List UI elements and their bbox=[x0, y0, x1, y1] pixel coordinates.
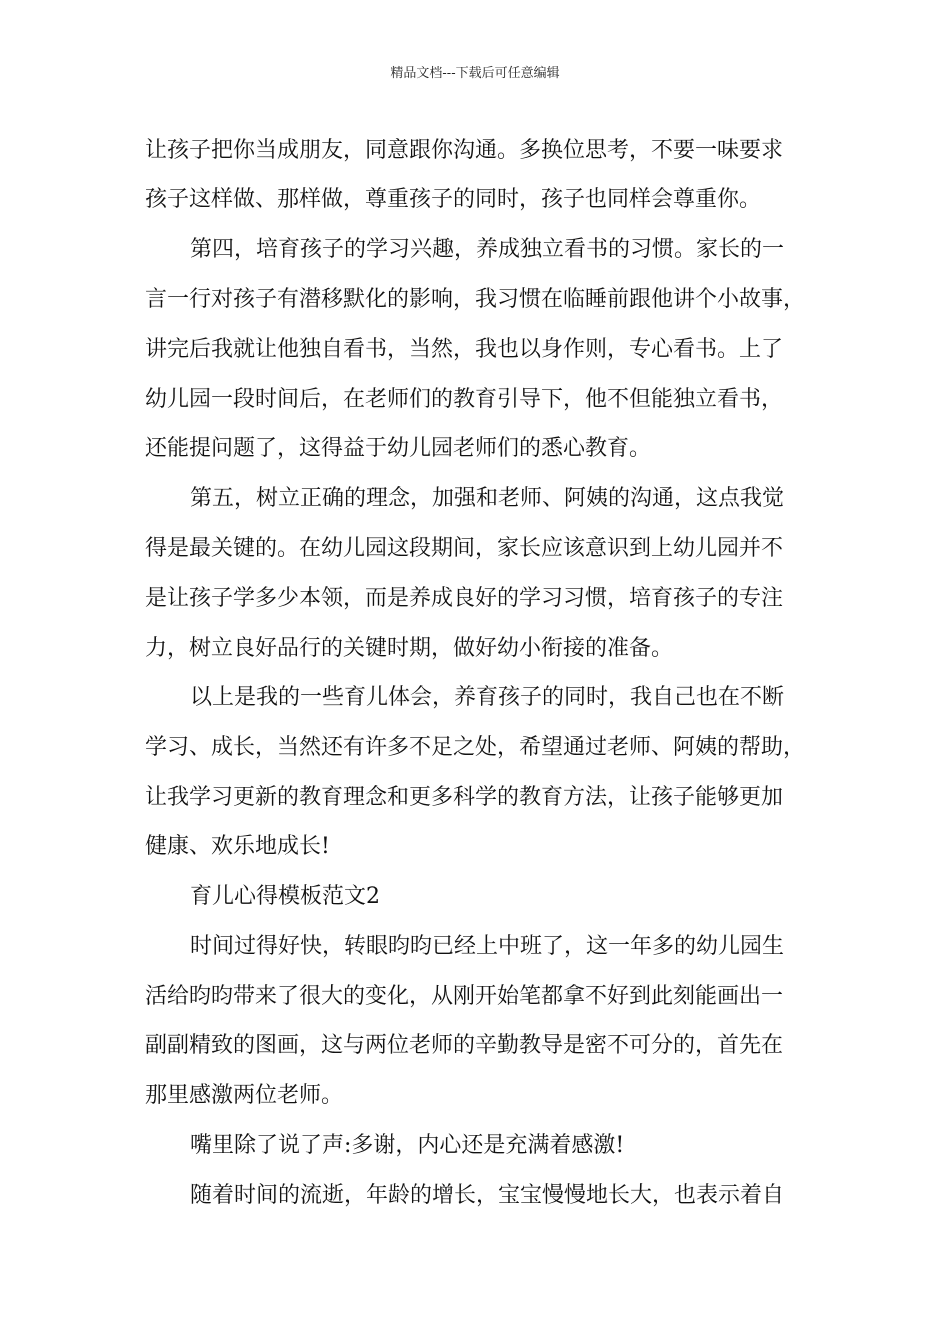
paragraph-line: 幼儿园一段时间后，在老师们的教育引导下，他不但能独立看书， bbox=[145, 387, 784, 412]
paragraph-line: 讲完后我就让他独自看书，当然，我也以身作则，专心看书。上了 bbox=[145, 337, 784, 362]
page-header: 精品文档---下载后可任意编辑 bbox=[390, 66, 560, 81]
paragraph-line: 第五，树立正确的理念，加强和老师、阿姨的沟通，这点我觉 bbox=[190, 486, 785, 511]
paragraph-line: 还能提问题了，这得益于幼儿园老师们的悉心教育。 bbox=[145, 436, 652, 461]
paragraph-line: 随着时间的流逝，年龄的增长，宝宝慢慢地长大，也表示着自 bbox=[190, 1183, 785, 1208]
paragraph-line: 嘴里除了说了声:多谢，内心还是充满着感激! bbox=[190, 1133, 625, 1158]
paragraph-line: 让孩子把你当成朋友，同意跟你沟通。多换位思考，不要一味要求 bbox=[145, 138, 784, 163]
paragraph-line: 第四，培育孩子的学习兴趣，养成独立看书的习惯。家长的一 bbox=[190, 237, 785, 262]
paragraph-line: 得是最关键的。在幼儿园这段期间，家长应该意识到上幼儿园并不 bbox=[145, 536, 784, 561]
paragraph-line: 学习、成长，当然还有许多不足之处，希望通过老师、阿姨的帮助， bbox=[145, 735, 806, 760]
paragraph-line: 是让孩子学多少本领，而是养成良好的学习习惯，培育孩子的专注 bbox=[145, 586, 784, 611]
paragraph-line: 副副精致的图画，这与两位老师的辛勤教导是密不可分的，首先在 bbox=[145, 1033, 784, 1058]
section-heading: 育儿心得模板范文2 bbox=[190, 884, 380, 909]
paragraph-line: 那里感激两位老师。 bbox=[145, 1083, 344, 1108]
paragraph-line: 让我学习更新的教育理念和更多科学的教育方法，让孩子能够更加 bbox=[145, 785, 784, 810]
paragraph-line: 时间过得好快，转眼昀昀已经上中班了，这一年多的幼儿园生 bbox=[190, 934, 785, 959]
paragraph-line: 言一行对孩子有潜移默化的影响，我习惯在临睡前跟他讲个小故事， bbox=[145, 287, 806, 312]
paragraph-line: 以上是我的一些育儿体会，养育孩子的同时，我自己也在不断 bbox=[190, 685, 785, 710]
paragraph-line: 健康、欢乐地成长! bbox=[145, 834, 330, 859]
paragraph-line: 活给昀昀带来了很大的变化，从刚开始笔都拿不好到此刻能画出一 bbox=[145, 984, 784, 1009]
paragraph-line: 力，树立良好品行的关键时期，做好幼小衔接的准备。 bbox=[145, 636, 674, 661]
paragraph-line: 孩子这样做、那样做，尊重孩子的同时，孩子也同样会尊重你。 bbox=[145, 187, 762, 212]
